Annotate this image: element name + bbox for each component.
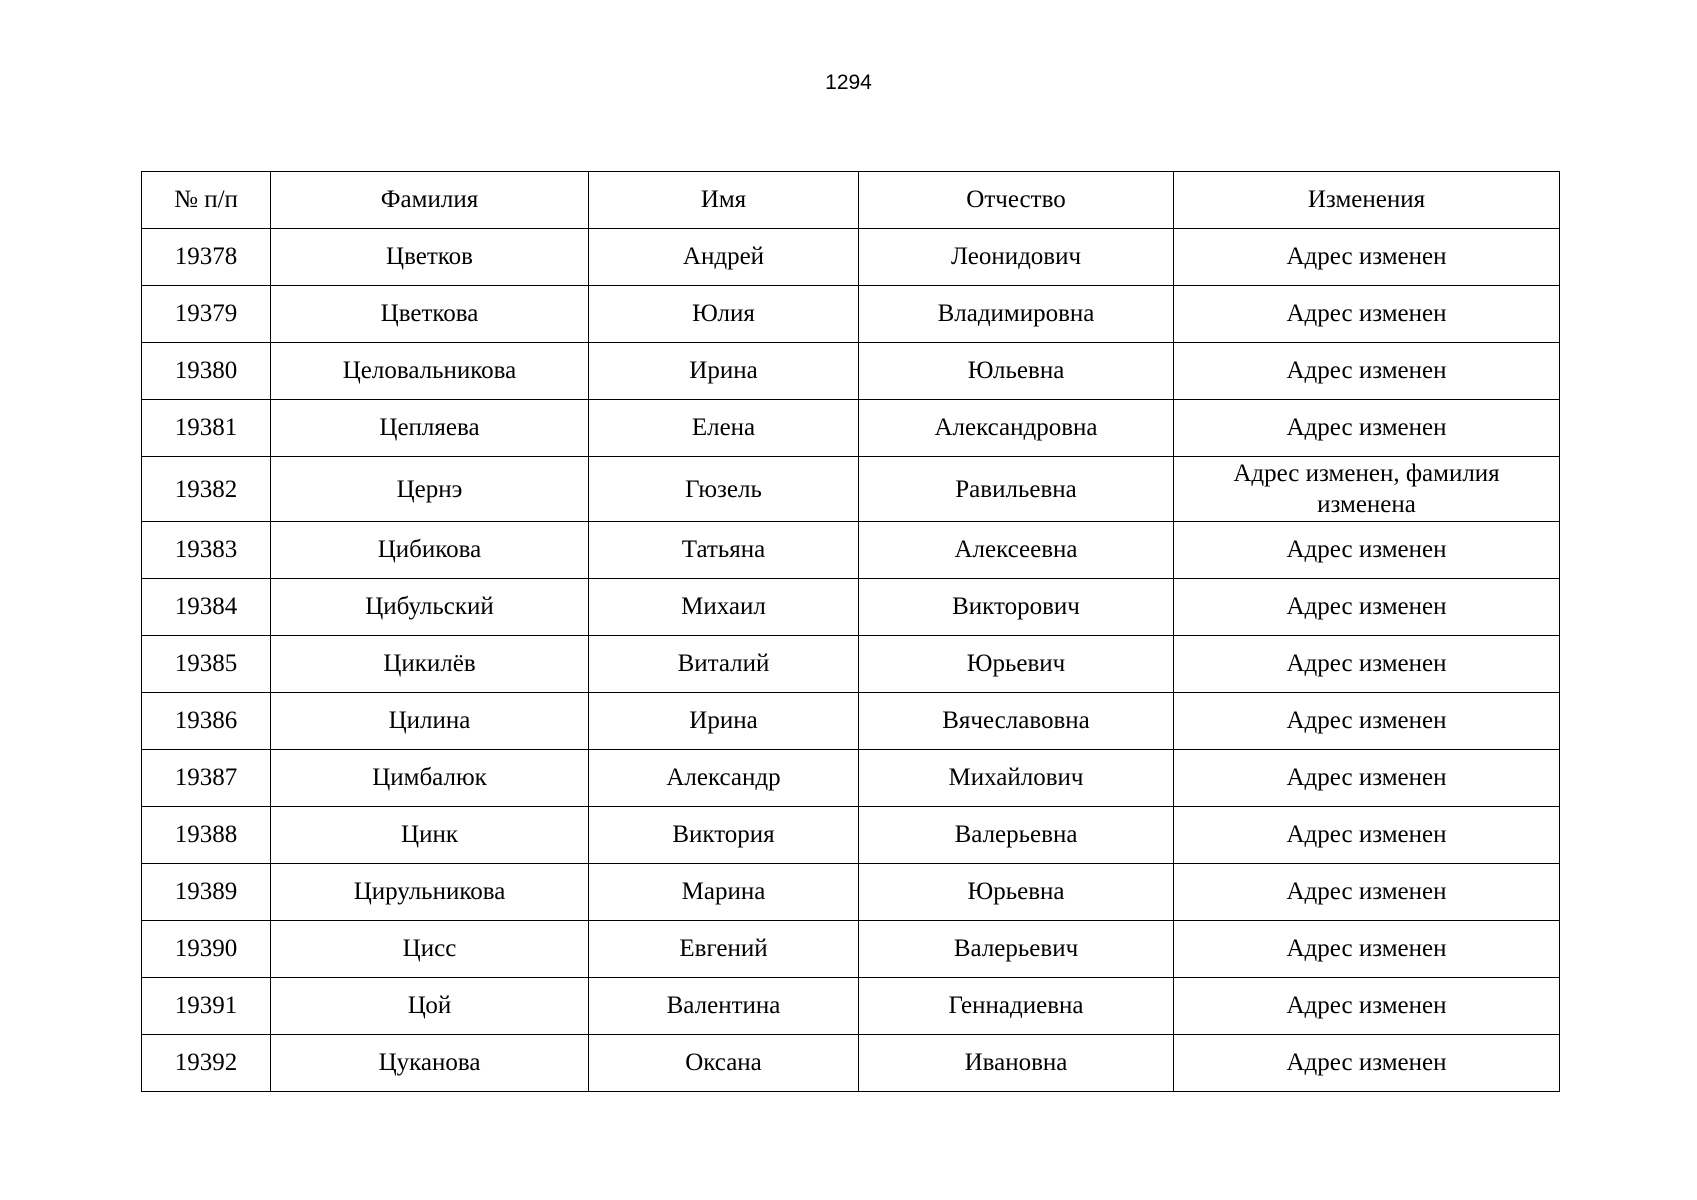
table-row <box>142 807 1560 864</box>
table-row <box>142 921 1560 978</box>
cell-changes: Адрес изменен <box>1174 921 1560 978</box>
cell-patronymic: Михайлович <box>859 750 1174 807</box>
cell-num: 19383 <box>142 522 271 579</box>
cell-patronymic: Равильевна <box>859 457 1174 522</box>
cell-changes: Адрес изменен <box>1174 750 1560 807</box>
cell-num: 19382 <box>142 457 271 522</box>
cell-num: 19384 <box>142 579 271 636</box>
table-row <box>142 579 1560 636</box>
cell-patronymic: Александровна <box>859 400 1174 457</box>
cell-surname: Цибикова <box>271 522 589 579</box>
cell-name: Татьяна <box>589 522 859 579</box>
cell-surname: Цепляева <box>271 400 589 457</box>
cell-surname: Цикилёв <box>271 636 589 693</box>
cell-name: Юлия <box>589 286 859 343</box>
table-header-row <box>142 172 1560 229</box>
cell-patronymic: Алексеевна <box>859 522 1174 579</box>
cell-num: 19381 <box>142 400 271 457</box>
cell-changes: Адрес изменен <box>1174 286 1560 343</box>
cell-num: 19380 <box>142 343 271 400</box>
cell-patronymic: Юрьевна <box>859 864 1174 921</box>
header-num: № п/п <box>142 172 271 229</box>
cell-surname: Цуканова <box>271 1035 589 1092</box>
cell-num: 19378 <box>142 229 271 286</box>
cell-patronymic: Валерьевич <box>859 921 1174 978</box>
header-name: Имя <box>589 172 859 229</box>
cell-changes: Адрес изменен <box>1174 400 1560 457</box>
table-row <box>142 1035 1560 1092</box>
cell-name: Ирина <box>589 343 859 400</box>
table-row <box>142 457 1560 522</box>
cell-name: Оксана <box>589 1035 859 1092</box>
table-row <box>142 522 1560 579</box>
table-row <box>142 400 1560 457</box>
cell-surname: Цисс <box>271 921 589 978</box>
table-body <box>142 229 1560 1092</box>
cell-changes: Адрес изменен <box>1174 978 1560 1035</box>
cell-name: Виктория <box>589 807 859 864</box>
cell-changes: Адрес изменен <box>1174 229 1560 286</box>
cell-name: Евгений <box>589 921 859 978</box>
cell-surname: Целовальникова <box>271 343 589 400</box>
cell-changes: Адрес изменен <box>1174 343 1560 400</box>
cell-name: Гюзель <box>589 457 859 522</box>
cell-num: 19387 <box>142 750 271 807</box>
cell-surname: Цинк <box>271 807 589 864</box>
table-row <box>142 229 1560 286</box>
cell-surname: Цветкова <box>271 286 589 343</box>
cell-surname: Цимбалюк <box>271 750 589 807</box>
header-patronymic: Отчество <box>859 172 1174 229</box>
header-surname: Фамилия <box>271 172 589 229</box>
cell-patronymic: Ивановна <box>859 1035 1174 1092</box>
cell-patronymic: Леонидович <box>859 229 1174 286</box>
cell-changes: Адрес изменен <box>1174 1035 1560 1092</box>
cell-num: 19392 <box>142 1035 271 1092</box>
table-row <box>142 864 1560 921</box>
cell-changes: Адрес изменен <box>1174 693 1560 750</box>
cell-patronymic: Викторович <box>859 579 1174 636</box>
cell-changes: Адрес изменен <box>1174 807 1560 864</box>
cell-num: 19385 <box>142 636 271 693</box>
cell-patronymic: Вячеславовна <box>859 693 1174 750</box>
cell-surname: Цирульникова <box>271 864 589 921</box>
table-row <box>142 693 1560 750</box>
cell-num: 19386 <box>142 693 271 750</box>
cell-name: Виталий <box>589 636 859 693</box>
page-number: 1294 <box>825 71 872 94</box>
table-row <box>142 978 1560 1035</box>
cell-num: 19391 <box>142 978 271 1035</box>
cell-patronymic: Юрьевич <box>859 636 1174 693</box>
cell-surname: Цибульский <box>271 579 589 636</box>
cell-patronymic: Геннадиевна <box>859 978 1174 1035</box>
cell-patronymic: Владимировна <box>859 286 1174 343</box>
table-row <box>142 286 1560 343</box>
cell-name: Марина <box>589 864 859 921</box>
cell-changes: Адрес изменен <box>1174 579 1560 636</box>
table-row <box>142 343 1560 400</box>
header-changes: Изменения <box>1174 172 1560 229</box>
cell-changes: Адрес изменен, фамилия изменена <box>1174 457 1560 522</box>
cell-surname: Цернэ <box>271 457 589 522</box>
cell-name: Александр <box>589 750 859 807</box>
cell-surname: Цой <box>271 978 589 1035</box>
cell-patronymic: Юльевна <box>859 343 1174 400</box>
cell-changes: Адрес изменен <box>1174 522 1560 579</box>
cell-num: 19389 <box>142 864 271 921</box>
cell-num: 19379 <box>142 286 271 343</box>
cell-num: 19388 <box>142 807 271 864</box>
cell-surname: Цилина <box>271 693 589 750</box>
cell-num: 19390 <box>142 921 271 978</box>
cell-patronymic: Валерьевна <box>859 807 1174 864</box>
cell-name: Елена <box>589 400 859 457</box>
register-table <box>141 171 1560 1092</box>
cell-surname: Цветков <box>271 229 589 286</box>
cell-name: Михаил <box>589 579 859 636</box>
cell-name: Андрей <box>589 229 859 286</box>
cell-name: Валентина <box>589 978 859 1035</box>
table-row <box>142 636 1560 693</box>
cell-name: Ирина <box>589 693 859 750</box>
table-row <box>142 750 1560 807</box>
cell-changes: Адрес изменен <box>1174 864 1560 921</box>
cell-changes: Адрес изменен <box>1174 636 1560 693</box>
